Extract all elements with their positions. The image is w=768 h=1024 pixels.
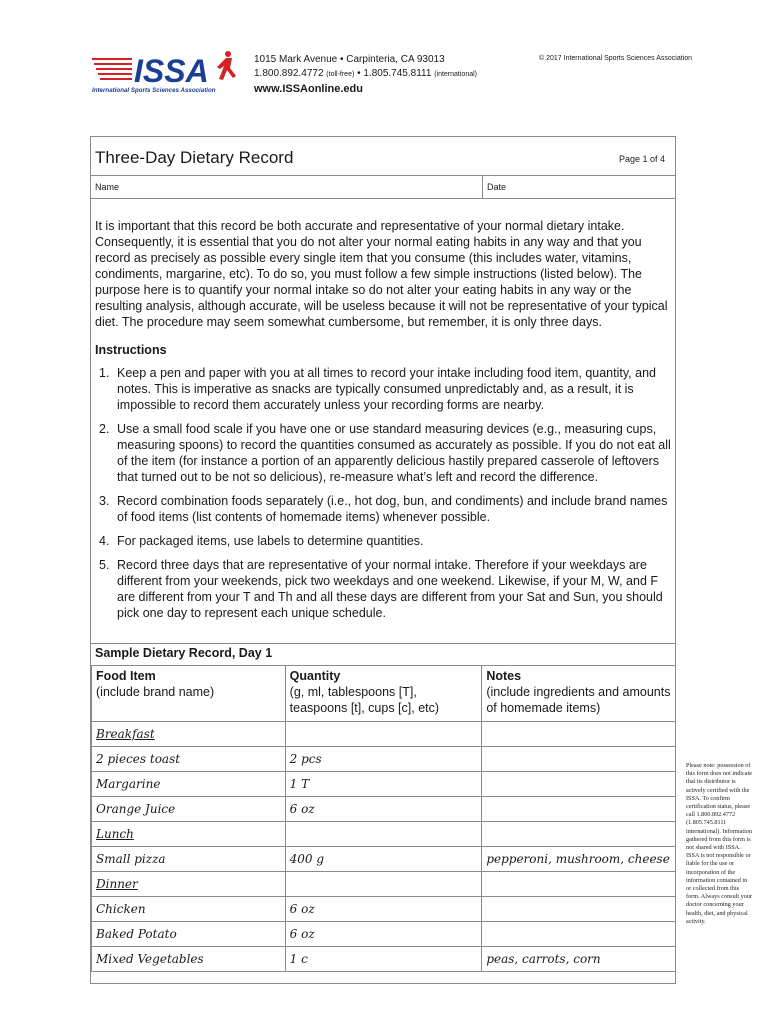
quantity-cell: 1 T	[285, 772, 482, 797]
quantity-cell	[285, 722, 482, 747]
notes-cell	[482, 722, 676, 747]
food-cell: 2 pieces toast	[92, 747, 286, 772]
logo-subtitle: International Sports Sciences Association	[92, 87, 216, 94]
quantity-cell: 6 oz	[285, 897, 482, 922]
list-item: 1. Keep a pen and paper with you at all times to record your intake including food item, quantity, and notes. This is imperative as snacks are typically consumed unpredictably and, as a result, it is impossible to record them accurately unless your recording forms are nearby.	[99, 366, 656, 412]
field-divider	[482, 176, 483, 198]
quantity-cell: 1 c	[285, 947, 482, 972]
table-row	[92, 797, 676, 822]
quantity-cell	[285, 872, 482, 897]
notes-cell	[482, 772, 676, 797]
dietary-record-form	[90, 136, 676, 984]
section-divider	[91, 643, 675, 644]
list-item: 5. Record three days that are representative of your normal intake. Therefore if your weekdays are different from your weekends, pick two weekdays and one weekend. Likewise, if your M, W, and F are different from your T and Th and all these days are different from your Sat and Sun, you should pick one day to represent each unique schedule.	[99, 558, 663, 620]
meal-label: Breakfast	[92, 722, 286, 747]
phone-line: 1.800.892.4772 (toll-free) • 1.805.745.8111 (international)	[254, 68, 477, 79]
sample-heading: Sample Dietary Record, Day 1	[95, 646, 273, 660]
title-row	[91, 137, 675, 176]
name-date-row	[91, 176, 675, 199]
table-row	[92, 947, 676, 972]
quantity-cell: 400 g	[285, 847, 482, 872]
address-line: 1015 Mark Avenue • Carpinteria, CA 93013	[254, 54, 445, 65]
food-cell: Margarine	[92, 772, 286, 797]
notes-cell	[482, 747, 676, 772]
quantity-cell: 6 oz	[285, 797, 482, 822]
food-cell: Chicken	[92, 897, 286, 922]
table-row	[92, 922, 676, 947]
notes-cell	[482, 872, 676, 897]
website-link[interactable]: www.ISSAonline.edu	[254, 83, 363, 95]
table-row	[92, 897, 676, 922]
meal-label: Lunch	[92, 822, 286, 847]
letterhead	[0, 0, 768, 130]
food-cell: Orange Juice	[92, 797, 286, 822]
column-header-notes: Notes (include ingredients and amounts of homemade items)	[482, 666, 676, 722]
page-title: Three-Day Dietary Record	[95, 148, 294, 167]
table-row	[92, 772, 676, 797]
food-cell: Mixed Vegetables	[92, 947, 286, 972]
notes-cell	[482, 822, 676, 847]
issa-logo	[90, 50, 242, 96]
page-number: Page 1 of 4	[618, 154, 665, 164]
list-item: 4. For packaged items, use labels to determine quantities.	[99, 534, 424, 548]
instructions-heading: Instructions	[95, 343, 167, 357]
quantity-cell: 2 pcs	[285, 747, 482, 772]
notes-cell: pepperoni, mushroom, cheese	[482, 847, 676, 872]
column-header-food: Food Item (include brand name)	[92, 666, 286, 722]
food-cell: Baked Potato	[92, 922, 286, 947]
disclaimer-note: Please note: possession of this form does not indicate that its distributor is actively certified with the ISSA. To confirm certification status, please call 1.800.892.4772 (1.805.745.8111 international). Information gathered from this form is not shared with ISSA. ISSA is not responsible or liable for the use or incorporation of the information contained in or collected from this form. Always consult your doctor concerning your health, diet, and physical activity.	[686, 762, 752, 925]
copyright: © 2017 International Sports Sciences Association	[539, 55, 693, 62]
list-item: 2. Use a small food scale if you have one or use standard measuring devices (e.g., measuring cups, measuring spoons) to record the quantities consumed as accurately as possible. If you do not eat all of the item (for instance a portion of an apparently delicious hastily prepared casserole of leftovers that turned out to be not so delicious), re-measure what’s left and record the difference.	[99, 422, 671, 484]
table-row	[92, 822, 676, 847]
food-cell: Small pizza	[92, 847, 286, 872]
list-item: 3. Record combination foods separately (i.e., hot dog, bun, and condiments) and include brand names of food items (list contents of homemade items) whenever possible.	[99, 494, 668, 524]
notes-cell: peas, carrots, corn	[482, 947, 676, 972]
address-block	[254, 53, 477, 96]
quantity-cell: 6 oz	[285, 922, 482, 947]
quantity-cell	[285, 822, 482, 847]
table-row	[92, 872, 676, 897]
date-field[interactable]: Date	[487, 182, 507, 192]
intro-paragraph: It is important that this record be both accurate and representative of your normal dietary intake. Consequently, it is essential that you do not alter your normal eating habits in any way and that you record as precisely as possible every single item that you consume (this includes water, vitamins, condiments, margarine, etc). To do so, you must follow a few simple instructions (listed below). The purpose here is to quantify your normal intake so do not alter your eating habits in any way or the resulting analysis, although accurate, will be useless because it will not be representative of your typical diet. The procedure may seem somewhat cumbersome, but remember, it is only three days.	[95, 219, 668, 329]
notes-cell	[482, 897, 676, 922]
table-row	[92, 747, 676, 772]
column-header-quantity: Quantity (g, ml, tablespoons [T], teaspoons [t], cups [c], etc)	[285, 666, 482, 722]
meal-label: Dinner	[92, 872, 286, 897]
svg-text:ISSA: ISSA	[134, 53, 209, 89]
table-row	[92, 847, 676, 872]
sample-record-table	[91, 665, 676, 972]
notes-cell	[482, 922, 676, 947]
name-field[interactable]: Name	[95, 182, 120, 192]
notes-cell	[482, 797, 676, 822]
table-row	[92, 722, 676, 747]
table-header-row	[92, 666, 676, 722]
instructions-list	[95, 365, 675, 629]
